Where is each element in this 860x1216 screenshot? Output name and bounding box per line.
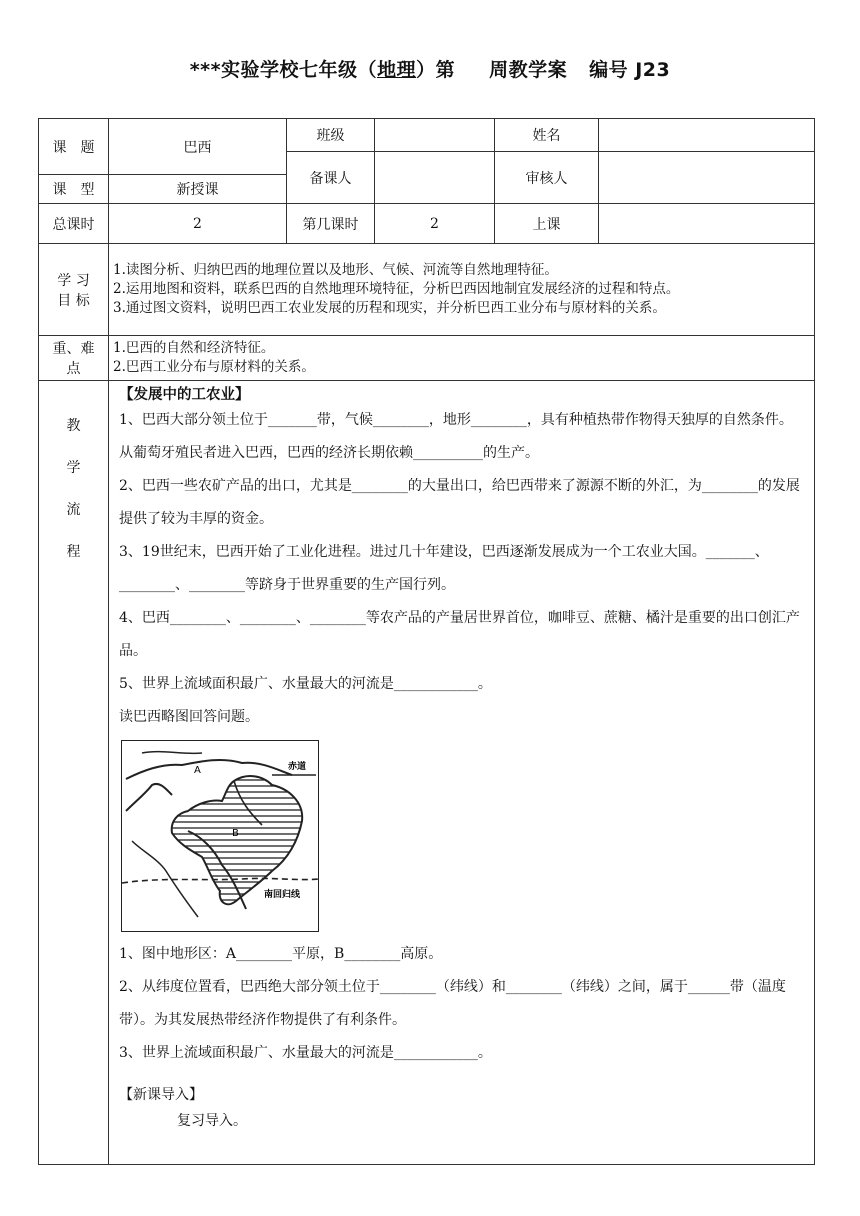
key-points-label: 重、难 点 (39, 336, 109, 381)
goals-content (109, 244, 815, 336)
flow-label: 教 学 流 程 (39, 381, 109, 1165)
class-date-field[interactable] (599, 204, 815, 244)
name-field[interactable] (599, 119, 815, 152)
intro-title: 【新课导入】 (119, 1087, 203, 1103)
type-value: 新授课 (109, 175, 287, 204)
preparer-field[interactable] (375, 152, 495, 204)
subject: 地理 (377, 59, 417, 81)
exercise-paragraph: 1、巴西大部分领土位于_______带，气候________，地形________，具有种植热带作物得天独厚的自然条件。从葡萄牙殖民者进入巴西，巴西的经济长期依赖__________的生产。 (119, 412, 793, 461)
exercise-paragraph: 4、巴西________、________、________等农产品的产量居世界首位，咖啡豆、蔗糖、橘汁是重要的出口创汇产品。 (119, 610, 800, 659)
reviewer-label: 审核人 (495, 152, 599, 204)
page-title: ***实验学校七年级（地理）第 周教学案 编号 J23 (189, 59, 671, 81)
class-date-label: 上课 (495, 204, 599, 244)
topic-value: 巴西 (109, 119, 287, 175)
question: 2、从纬度位置看，巴西绝大部分领土位于________（纬线）和________（纬线）之间，属于______带（温度带）。为其发展热带经济作物提供了有利条件。 (119, 979, 786, 1028)
reviewer-field[interactable] (599, 152, 815, 204)
map-label-equator: 赤道 (288, 762, 307, 772)
period-label: 第几课时 (287, 204, 375, 244)
key-point-item: 2.巴西工业分布与原材料的关系。 (113, 359, 315, 375)
hours-value: 2 (109, 204, 287, 244)
preparer-label: 备课人 (287, 152, 375, 204)
doc-code: 编号 J23 (589, 59, 671, 81)
map-label-a: A (194, 765, 201, 776)
map-instruction: 读巴西略图回答问题。 (119, 709, 259, 725)
lesson-plan-table (38, 118, 815, 1165)
key-point-item: 1.巴西的自然和经济特征。 (113, 340, 275, 356)
map-label-b: B (232, 828, 239, 839)
question: 3、世界上流域面积最广、水量最大的河流是____________。 (119, 1045, 492, 1061)
type-label: 课 型 (39, 175, 109, 204)
question: 1、图中地形区：A________平原，B________高原。 (119, 946, 443, 962)
hours-label: 总课时 (39, 204, 109, 244)
goal-item: 3.通过图文资料，说明巴西工农业发展的历程和现实，并分析巴西工业分布与原材料的关系。 (113, 300, 666, 316)
key-points-content (109, 336, 815, 381)
map-label-tropic: 南回归线 (264, 890, 301, 900)
exercise-paragraph: 3、19世纪末，巴西开始了工业化进程。进过几十年建设，巴西逐渐发展成为一个工农业大国。_______、________、________等跻身于世界重要的生产国行列。 (119, 544, 769, 593)
goals-label: 学 习 目 标 (39, 244, 109, 336)
goal-item: 2.运用地图和资料，联系巴西的自然地理环境特征，分析巴西因地制宜发展经济的过程和特点。 (113, 281, 680, 297)
section-title: 【发展中的工农业】 (119, 387, 250, 403)
intro-text: 复习导入。 (177, 1113, 247, 1129)
brazil-sketch-map (121, 740, 319, 932)
goal-item: 1.读图分析、归纳巴西的地理位置以及地形、气候、河流等自然地理特征。 (113, 262, 558, 278)
exercise-paragraph: 5、世界上流域面积最广、水量最大的河流是____________。 (119, 676, 492, 692)
flow-content (109, 381, 815, 1165)
class-label: 班级 (287, 119, 375, 152)
exercise-paragraph: 2、巴西一些农矿产品的出口，尤其是________的大量出口，给巴西带来了源源不断的外汇，为________的发展提供了较为丰厚的资金。 (119, 478, 800, 527)
period-value: 2 (375, 204, 495, 244)
class-field[interactable] (375, 119, 495, 152)
name-label: 姓名 (495, 119, 599, 152)
topic-label: 课 题 (39, 119, 109, 175)
